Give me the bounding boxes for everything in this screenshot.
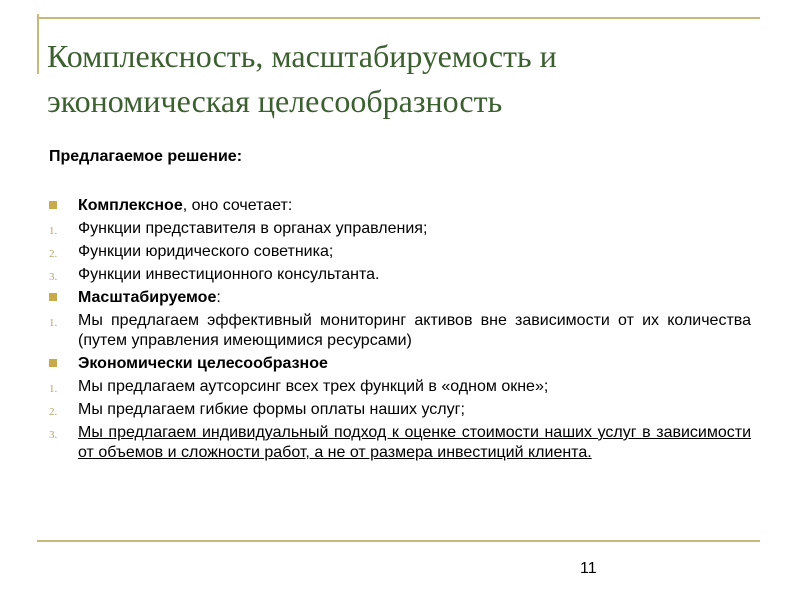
list-item [47,423,751,463]
list-number: 2. [49,248,58,260]
slide-subtitle: Предлагаемое решение: [49,148,243,165]
list-number: 1. [49,225,58,237]
list-number: 1. [49,383,58,395]
list-item [47,196,751,216]
item-text: Мы предлагаем эффективный мониторинг активов вне зависимости от их количества (путем управления имеющимися ресурсами) [78,312,751,349]
list-item [47,311,751,351]
item-bold: Экономически целесообразное [78,355,328,372]
top-rule [37,17,760,19]
slide-title: Комплексность, масштабируемость и экономическая целесообразность [47,38,557,119]
item-text: Функции представителя в органах управления; [78,220,428,237]
list-item [47,400,751,420]
list-item [47,265,751,285]
list-item [47,377,751,397]
square-bullet-icon [49,201,57,209]
list-item [47,219,751,239]
list-item [47,354,751,374]
list-number: 2. [49,406,58,418]
list-item [47,288,751,308]
page-number: 11 [580,560,597,577]
list-item [47,242,751,262]
item-text: , оно сочетает: [182,197,293,214]
square-bullet-icon [49,293,57,301]
square-bullet-icon [49,359,57,367]
list-number: 3. [49,271,58,283]
item-text: Мы предлагаем индивидуальный подход к оценке стоимости наших услуг в зависимости от объемов и сложности работ, а не от размера инвестиций клиента. [78,424,751,461]
bottom-rule [37,540,760,542]
item-text: Функции инвестиционного консультанта. [78,266,380,283]
item-bold: Комплексное [78,197,183,214]
content-list [47,196,751,466]
list-number: 3. [49,429,58,441]
left-accent-rule [37,14,39,74]
item-text: : [216,289,221,306]
item-bold: Масштабируемое [78,289,217,306]
item-text: Мы предлагаем гибкие формы оплаты наших услуг; [78,401,465,418]
item-text: Мы предлагаем аутсорсинг всех трех функций в «одном окне»; [78,378,549,395]
item-text: Функции юридического советника; [78,243,334,260]
list-number: 1. [49,317,58,329]
